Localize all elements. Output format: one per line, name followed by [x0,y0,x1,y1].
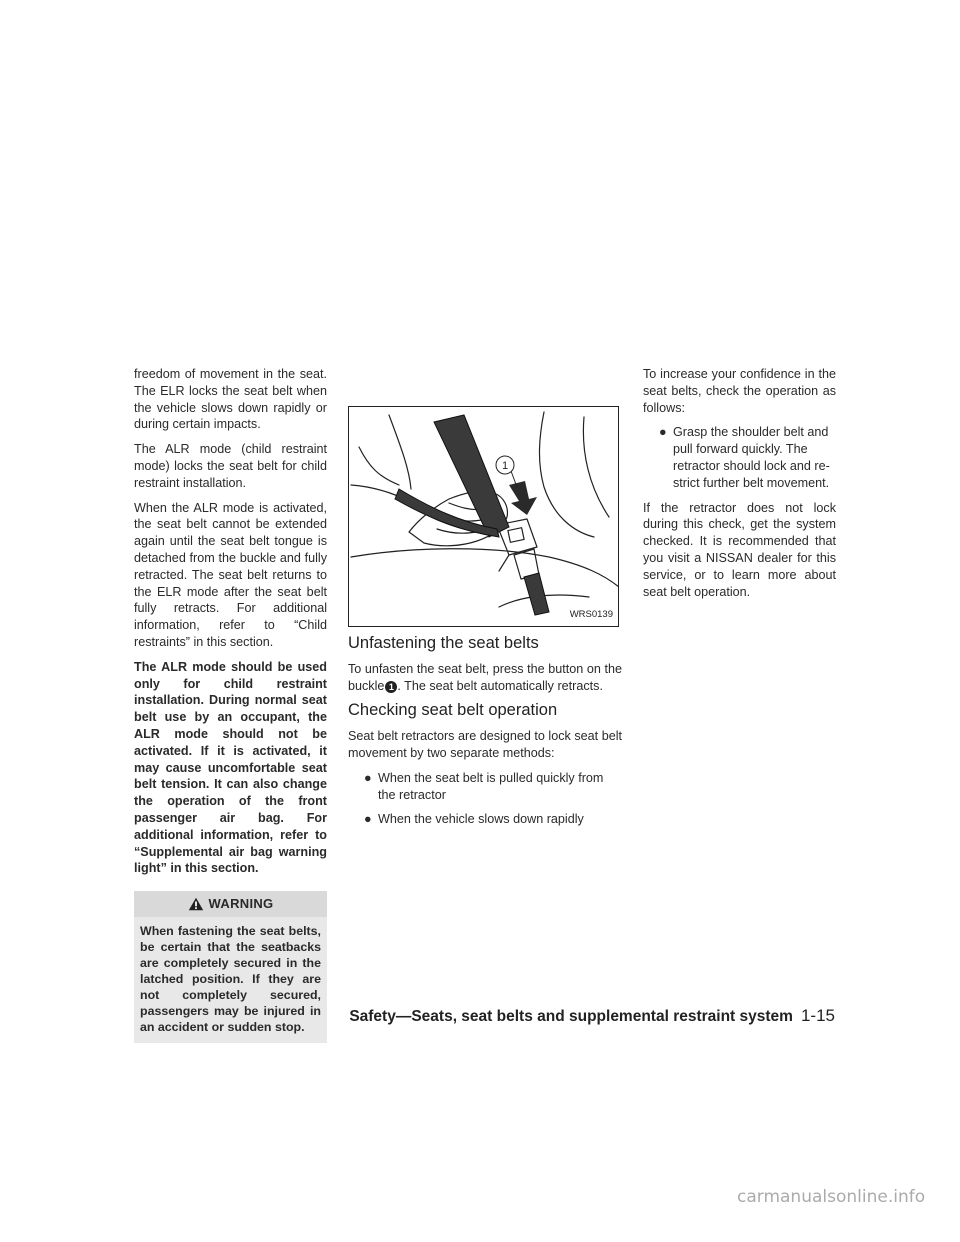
callout-1-icon: 1 [385,681,397,693]
paragraph: When the ALR mode is activated, the seat belt cannot be extended again until the seat belt tongue is detached from the buckle and fully retracted. The seat belt returns to the ELR mode after the seat belt fully retracts. For additional information, refer to “Child restraints” in this section. [134,500,327,649]
paragraph-unfasten [348,661,622,695]
paragraph: If the retractor does not lock during this check, get the system checked. It is recommended that you visit a NISSAN dealer for this service, or to learn more about seat belt operation. [643,500,836,599]
warning-triangle-icon [188,897,204,911]
paragraph: To increase your confidence in the seat belts, check the operation as follows: [643,367,836,415]
bullet-icon: ● [659,425,667,440]
column-right [643,366,836,608]
column-left [134,366,327,1043]
section-title: Safety—Seats, seat belts and supplemental restraint system [349,1008,793,1025]
figure-callout-number: 1 [501,460,509,472]
list-item-text: When the vehicle slows down rapidly [378,812,584,827]
list-item [643,424,836,491]
page-footer [349,1006,835,1026]
warning-body: When fastening the seat belts, be certain that the seatbacks are completely secured in the latched position. If they are not completely secured, passengers may be injured in an accident or sudden stop. [134,917,327,1043]
list-item [348,811,622,828]
text-run: . The seat belt automatically retracts. [397,678,603,693]
bullet-icon: ● [364,812,372,827]
list-item-text: Grasp the shoulder belt and pull forward quickly. The retractor should lock and restrict further belt movement. [673,425,830,490]
seat-belt-buckle-illustration [348,406,619,627]
page-number: 1-15 [800,1006,835,1025]
figure-code: WRS0139 [568,607,615,624]
warning-box [134,891,327,1043]
warning-title: WARNING [208,895,274,911]
list-item-text: When the seat belt is pulled quickly from the retractor [378,770,604,802]
bullet-icon: ● [364,770,372,785]
paragraph: freedom of movement in the seat. The ELR locks the seat belt when the vehicle slows down rapidly or during certain impacts. [134,367,327,432]
check-list [643,424,836,491]
watermark: carmanualsonline.info [737,1187,926,1207]
illustration-drawing [349,407,619,627]
heading-unfastening: Unfastening the seat belts [348,634,539,652]
list-item [348,770,622,804]
heading-checking: Checking seat belt operation [348,701,558,720]
bold-paragraph: The ALR mode should be used only for child restraint installation. During normal seat belt use by an occupant, the ALR mode should not be activated. If it is activated, it may cause uncomfortable seat belt tension. It can also change the operation of the front passenger air bag. For additional information, refer to “Supplemental air bag warning light” in this section. [134,659,327,876]
paragraph: The ALR mode (child restraint mode) locks the seat belt for child restraint installation. [134,442,327,490]
method-list [348,770,622,828]
warning-header [134,891,327,917]
paragraph-check-intro: Seat belt retractors are designed to lock seat belt movement by two separate methods: [348,729,622,760]
column-middle [348,366,622,836]
text-run: To unfasten the seat belt, press the button on the buckle [348,661,622,693]
